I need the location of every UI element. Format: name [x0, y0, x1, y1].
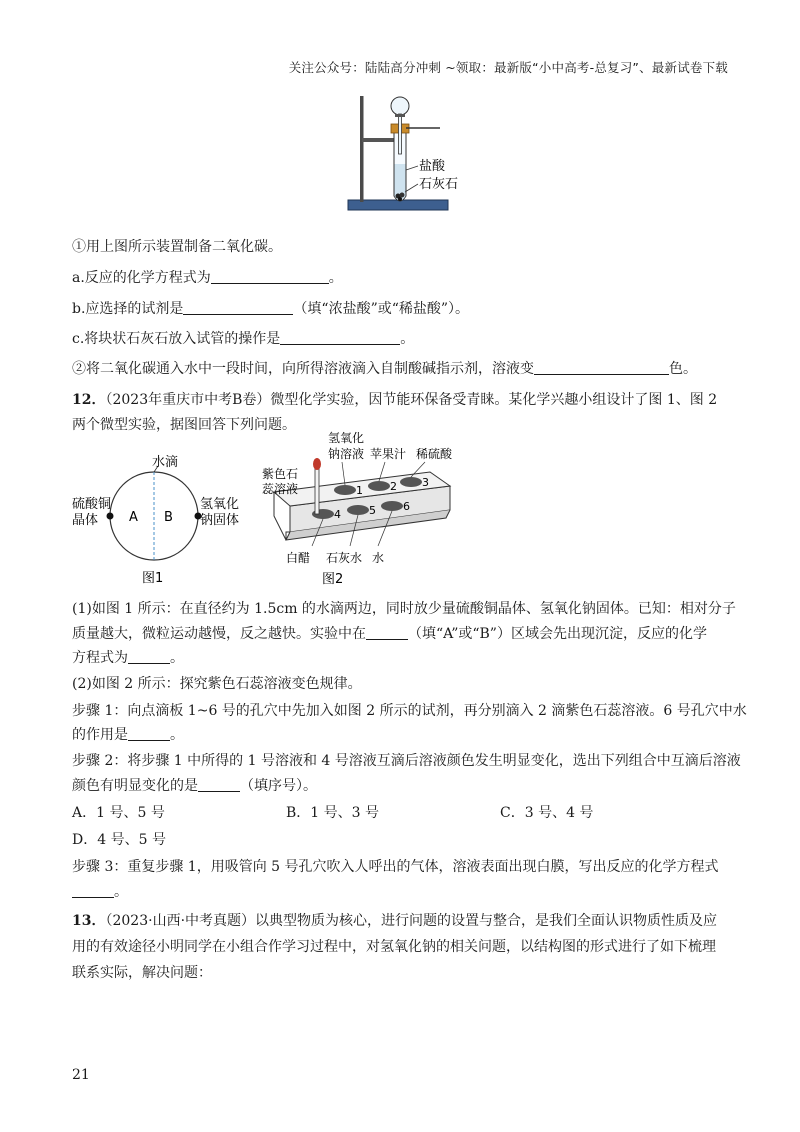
fig1-region-b: B — [164, 510, 173, 525]
well-number: 1 — [356, 484, 363, 497]
option-b[interactable]: B．1 号、3 号 — [286, 805, 380, 821]
q12-p1b-end: （填“A”或“B”）区域会先出现沉淀，反应的化学 — [408, 626, 707, 642]
answer-blank[interactable] — [280, 330, 400, 345]
answer-blank[interactable] — [211, 269, 329, 284]
q13-text: （2023·山西·中考真题）以典型物质为核心，进行问题的设置与整合，是我们全面认识物质性质及应 — [105, 913, 718, 929]
q11-c-text: c.将块状石灰石放入试管的操作是 — [72, 331, 281, 347]
question-number: 13． — [72, 913, 106, 929]
fig2-label: 氢氧化 — [328, 431, 365, 445]
q12-p1c-end: 。 — [170, 650, 184, 666]
q12-intro-line1 — [72, 389, 717, 409]
q11-part1: ①用上图所示装置制备二氧化碳。 — [72, 239, 282, 255]
fig1-left-label-1: 硫酸铜 — [72, 497, 112, 512]
q12-step1-line1: 步骤 1：向点滴板 1~6 号的孔穴中先加入如图 2 所示的试剂，再分别滴入 2 滴紫色石蕊溶液。6 号孔穴中水 — [72, 703, 747, 719]
option-a[interactable]: A．1 号、5 号 — [72, 805, 165, 821]
q12-s3b-end: 。 — [114, 884, 128, 900]
fig2-label: 钠溶液 — [328, 447, 365, 461]
answer-blank[interactable] — [128, 726, 170, 741]
option-c[interactable]: C．3 号、4 号 — [500, 805, 594, 821]
q12-intro-text: （2023年重庆市中考B卷）微型化学实验，因节能环保备受青睐。某化学兴趣小组设计了图 1、图 2 — [105, 392, 718, 408]
answer-blank[interactable] — [366, 625, 408, 640]
q12-step3-line1: 步骤 3：重复步骤 1，用吸管向 5 号孔穴吹入人呼出的气体，溶液表面出现白膜，写出反应的化学方程式 — [72, 859, 719, 875]
q12-step3-line2 — [72, 881, 128, 901]
well-number: 4 — [334, 508, 341, 521]
label-hcl: 盐酸 — [419, 159, 446, 174]
q11-b-text: b.应选择的试剂是 — [72, 301, 184, 317]
answer-blank[interactable] — [534, 360, 669, 375]
option-d[interactable]: D．4 号、5 号 — [72, 832, 166, 848]
q11-c — [72, 328, 414, 348]
q13-line3: 联系实际，解决问题： — [72, 965, 212, 981]
answer-blank[interactable] — [198, 777, 240, 792]
fig1-water-drop-label: 水滴 — [152, 455, 179, 470]
q12-p2: (2)如图 2 所示：探究紫色石蕊溶液变色规律。 — [72, 676, 362, 692]
well-number: 2 — [390, 480, 397, 493]
q13-line1 — [72, 910, 717, 930]
fig2-label: 苹果汁 — [370, 447, 407, 461]
fig1-left-label-2: 晶体 — [72, 513, 99, 528]
q11-part2-end: 色。 — [669, 361, 697, 377]
q11-b — [72, 298, 469, 318]
q11-c-end: 。 — [400, 331, 415, 347]
well-number: 3 — [422, 476, 429, 489]
q12-p1b-text: 质量越大，微粒运动越慢，反之越快。实验中在 — [72, 626, 366, 642]
q11-part2-text: ②将二氧化碳通入水中一段时间，向所得溶液滴入自制酸碱指示剂，溶液变 — [72, 361, 534, 377]
fig2-label: 稀硫酸 — [416, 447, 453, 461]
fig2-label: 白醋 — [286, 551, 311, 565]
figure-2 — [250, 428, 465, 588]
fig1-right-label-2: 钠固体 — [200, 513, 240, 528]
q11-a — [72, 267, 343, 287]
label-limestone: 石灰石 — [419, 177, 459, 192]
q12-step2-line1: 步骤 2：将步骤 1 中所得的 1 号溶液和 4 号溶液互滴后溶液颜色发生明显变化，选出下列组合中互滴后溶液 — [72, 753, 741, 769]
q12-p1-line3 — [72, 647, 184, 667]
q11-b-end: （填“浓盐酸”或“稀盐酸”）。 — [293, 301, 470, 317]
q12-step1-line2 — [72, 724, 184, 744]
well-number: 5 — [369, 504, 376, 517]
page-number: 21 — [72, 1067, 90, 1083]
q12-s1b-text: 的作用是 — [72, 727, 128, 743]
q12-s2b-end: （填序号）。 — [240, 778, 317, 794]
fig2-caption: 图2 — [322, 572, 344, 587]
answer-blank[interactable] — [72, 883, 114, 898]
q11-part2 — [72, 358, 697, 378]
q12-p1c-text: 方程式为 — [72, 650, 128, 666]
fig2-label: 水 — [372, 551, 385, 565]
fig1-region-a: A — [129, 510, 138, 525]
fig1-right-label-1: 氢氧化 — [200, 497, 240, 512]
q11-a-end: 。 — [328, 270, 343, 286]
q11-a-text: a.反应的化学方程式为 — [72, 270, 211, 286]
page-header: 关注公众号：陆陆高分冲刺 ~领取：最新版“小中高考-总复习”、最新试卷下载 — [288, 60, 728, 75]
fig2-label: 蕊溶液 — [262, 482, 299, 496]
q12-s2b-text: 颜色有明显变化的是 — [72, 778, 198, 794]
q13-line2: 用的有效途径小明同学在小组合作学习过程中，对氢氧化钠的相关问题，以结构图的形式进行了如下梳理 — [72, 939, 716, 955]
figure-1 — [72, 454, 252, 586]
fig2-label: 紫色石 — [262, 467, 299, 481]
question-number: 12． — [72, 392, 106, 408]
answer-blank[interactable] — [183, 300, 293, 315]
q12-p1-line1: (1)如图 1 所示：在直径约为 1.5cm 的水滴两边，同时放少量硫酸铜晶体、氢氧化钠固体。已知：相对分子 — [72, 601, 736, 617]
q12-p1-line2 — [72, 623, 707, 643]
well-number: 6 — [403, 500, 410, 513]
fig2-label: 石灰水 — [326, 551, 363, 565]
q12-step2-line2 — [72, 775, 317, 795]
fig1-caption: 图1 — [142, 571, 164, 586]
co2-apparatus-figure — [340, 92, 470, 214]
q12-intro-line2: 两个微型实验，据图回答下列问题。 — [72, 417, 296, 433]
q12-s1b-end: 。 — [170, 727, 184, 743]
answer-blank[interactable] — [128, 649, 170, 664]
